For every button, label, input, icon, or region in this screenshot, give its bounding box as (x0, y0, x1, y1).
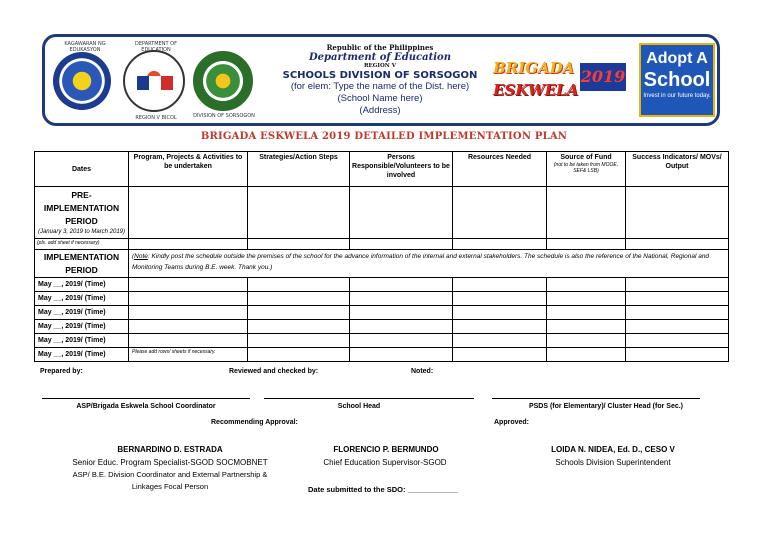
col-header-fund (547, 152, 626, 187)
table-cell[interactable] (350, 320, 453, 334)
table-cell[interactable] (453, 278, 547, 292)
table-cell[interactable] (350, 348, 453, 362)
implementation-row (35, 250, 729, 278)
table-cell[interactable] (248, 348, 350, 362)
table-cell[interactable] (547, 187, 626, 239)
table-cell[interactable] (547, 334, 626, 348)
table-row (35, 306, 729, 320)
pre-implementation-cell (35, 187, 129, 239)
table-cell[interactable] (129, 334, 248, 348)
note-cell: (Note: Kindly post the schedule outside the premises of the school for the advance information of the internal and external stakeholders. The schedule is also the reference of the National, Regional and Monitoring Teams during B.E. week. Thank you.) (129, 250, 729, 278)
address-placeholder: (Address) (359, 105, 401, 116)
division-sorsogon-logo (193, 51, 253, 111)
reviewed-by-label: Reviewed and checked by: (229, 368, 319, 375)
adopt-text: Adopt A (646, 50, 708, 67)
fund-header-label: Source of Fund (560, 154, 612, 161)
table-cell[interactable] (453, 187, 547, 239)
table-row (35, 334, 729, 348)
school-name-placeholder: (School Name here) (337, 93, 423, 104)
school-text: School (643, 69, 711, 91)
republic-text: Republic of the Philippines (326, 43, 434, 52)
table-cell[interactable] (453, 292, 547, 306)
date-cell[interactable]: May __, 2019/ (Time) (35, 320, 129, 334)
name-bernardino-estrada: BERNARDINO D. ESTRADA (117, 445, 223, 454)
position-linkages-focal: Linkages Focal Person (131, 482, 209, 491)
table-cell[interactable] (248, 334, 350, 348)
table-cell[interactable] (547, 278, 626, 292)
table-cell[interactable] (350, 187, 453, 239)
psds-signature-line (492, 398, 700, 399)
table-cell[interactable] (626, 348, 729, 362)
table-cell[interactable] (453, 348, 547, 362)
add-rows-note: Please add rows/ sheets if necessary. (129, 348, 248, 362)
pre-add-sheet-row (35, 239, 729, 250)
note-text: : Kindly post the schedule outside the premises of the school for the advance information of the internal and external stakeholders. The schedule is also the reference of the National, Regional and Monitoring Teams during B.E. week. Thank you.) (132, 253, 710, 271)
year-logo: 2019 (580, 63, 626, 91)
table-cell[interactable] (626, 292, 729, 306)
table-cell[interactable] (626, 187, 729, 239)
table-cell[interactable] (129, 306, 248, 320)
coordinator-signature-line (42, 398, 250, 399)
coordinator-caption: ASP/Brigada Eskwela School Coordinator (76, 403, 216, 410)
psds-caption: PSDS (for Elementary)/ Cluster Head (for Sec.) (528, 403, 684, 410)
table-header-row (35, 152, 729, 187)
table-cell[interactable] (547, 239, 626, 250)
table-row (35, 292, 729, 306)
table-cell[interactable] (626, 278, 729, 292)
table-cell[interactable] (248, 278, 350, 292)
deped-seal-logo (53, 52, 111, 110)
eskwela-text: ESKWELA (493, 81, 579, 99)
position-superintendent: Schools Division Superintendent (555, 458, 671, 467)
col-header-strategies: Strategies/Action Steps (248, 152, 350, 187)
seal2-caption-top: DEPARTMENT OF EDUCATION (135, 41, 177, 53)
table-cell[interactable] (453, 334, 547, 348)
seal2-caption-bottom: REGION V BICOL (135, 115, 177, 121)
table-cell[interactable] (547, 320, 626, 334)
table-cell[interactable] (248, 306, 350, 320)
table-cell[interactable] (129, 239, 248, 250)
col-header-persons: Persons Responsible/Volunteers to be involved (350, 152, 453, 187)
table-cell[interactable] (129, 278, 248, 292)
date-cell[interactable]: May __, 2019/ (Time) (35, 306, 129, 320)
adopt-a-school-logo (639, 43, 715, 117)
position-division-coordinator: ASP/ B.E. Division Coordinator and External Partnership & (72, 470, 268, 479)
date-submitted-field[interactable]: Date submitted to the SDO: ____________ (308, 485, 458, 494)
seal3-caption: DIVISION OF SORSOGON (193, 113, 255, 119)
table-cell[interactable] (350, 306, 453, 320)
table-cell[interactable] (547, 292, 626, 306)
col-header-resources: Resources Needed (453, 152, 547, 187)
table-cell[interactable] (350, 239, 453, 250)
letterhead-text (255, 43, 505, 117)
col-header-dates: Dates (35, 152, 129, 187)
prepared-by-label: Prepared by: (40, 368, 83, 375)
table-cell[interactable] (626, 239, 729, 250)
region-text: REGION V (363, 63, 397, 69)
school-head-caption: School Head (337, 403, 381, 410)
table-cell[interactable] (350, 292, 453, 306)
seal1-caption: KAGAWARAN NG EDUKASYON (64, 41, 106, 53)
department-text: Department of Education (309, 52, 451, 63)
table-row (35, 320, 729, 334)
add-sheet-note: (pls. add sheet if necessary) (35, 239, 129, 250)
school-head-signature-line (264, 398, 474, 399)
table-cell[interactable] (626, 334, 729, 348)
noted-label: Noted: (411, 368, 434, 375)
approved-label: Approved: (494, 419, 529, 426)
brigada-text: BRIGADA (493, 59, 575, 77)
date-cell[interactable]: May __, 2019/ (Time) (35, 334, 129, 348)
table-cell[interactable] (547, 348, 626, 362)
district-placeholder: (for elem: Type the name of the Dist. here) (290, 81, 470, 92)
implementation-plan-table (34, 151, 729, 362)
date-cell[interactable]: May __, 2019/ (Time) (35, 278, 129, 292)
table-cell[interactable] (129, 320, 248, 334)
fund-header-note: (not to be taken from MOOE, SEF& LSB) (553, 162, 619, 174)
table-cell[interactable] (248, 320, 350, 334)
table-row (35, 278, 729, 292)
table-cell[interactable] (248, 292, 350, 306)
pre-implementation-dates: (January 3, 2019 to March 2019) (37, 229, 126, 235)
table-cell[interactable] (129, 187, 248, 239)
date-cell[interactable]: May __, 2019/ (Time) (35, 348, 129, 362)
plan-title: BRIGADA ESKWELA 2019 DETAILED IMPLEMENTATION PLAN (200, 131, 568, 142)
division-text: SCHOOLS DIVISION OF SORSOGON (282, 70, 478, 81)
table-cell[interactable] (453, 239, 547, 250)
position-senior-specialist: Senior Educ. Program Specialist-SGOD SOCMOBNET (72, 458, 268, 467)
note-prefix: Note (134, 253, 148, 260)
col-header-programs: Program, Projects & Activities to be undertaken (129, 152, 248, 187)
table-cell[interactable] (248, 239, 350, 250)
col-header-success: Success Indicators/ MOVs/ Output (626, 152, 729, 187)
table-cell[interactable] (129, 292, 248, 306)
date-cell[interactable]: May __, 2019/ (Time) (35, 292, 129, 306)
table-cell[interactable] (626, 320, 729, 334)
position-chief-supervisor: Chief Education Supervisor-SGOD (323, 458, 447, 467)
letterhead (42, 34, 720, 126)
deped-region-logo (123, 50, 185, 112)
recommending-approval-label: Recommending Approval: (211, 419, 298, 426)
table-row (35, 348, 729, 362)
brigada-eskwela-logo (493, 57, 579, 101)
name-florencio-bermundo: FLORENCIO P. BERMUNDO (333, 445, 439, 454)
table-cell[interactable] (453, 320, 547, 334)
table-cell[interactable] (248, 187, 350, 239)
table-cell[interactable] (626, 306, 729, 320)
table-cell[interactable] (547, 306, 626, 320)
table-cell[interactable] (350, 278, 453, 292)
adopt-tagline: Invest in our future today. (643, 93, 711, 99)
name-loida-nidea: LOIDA N. NIDEA, Ed. D., CESO V (551, 445, 675, 454)
table-cell[interactable] (350, 334, 453, 348)
table-cell[interactable] (453, 306, 547, 320)
flag-icon (137, 76, 173, 90)
pre-implementation-row (35, 187, 729, 239)
implementation-label: IMPLEMENTATION PERIOD (35, 250, 129, 278)
pre-implementation-label: PRE-IMPLEMENTATION PERIOD (43, 190, 120, 226)
